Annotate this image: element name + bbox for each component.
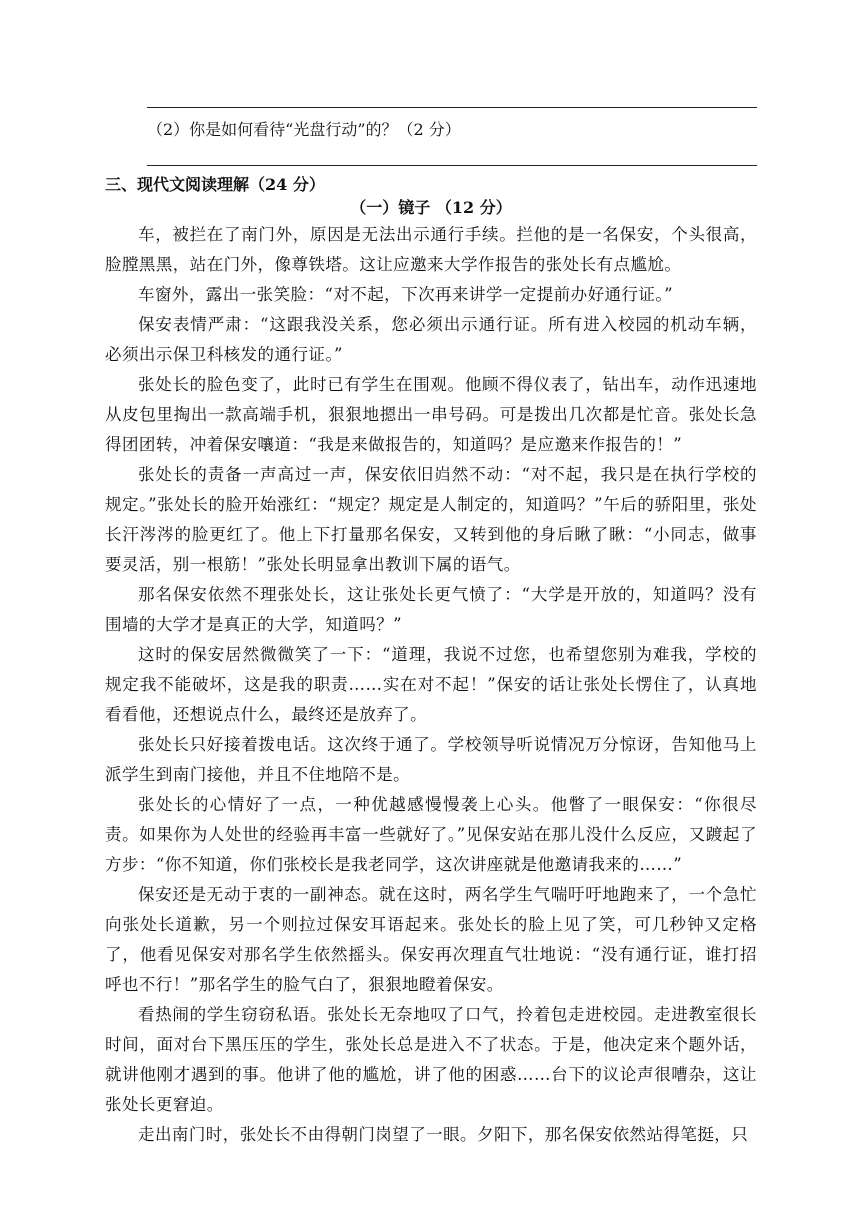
paragraph: 这时的保安居然微微笑了一下：“道理，我说不过您，也希望您别为难我，学校的规定我不能破坏，这是我的职责……实在对不起！”保安的话让张处长愣住了，认真地看看他，还想说点什么，最终还是放弃了。: [105, 645, 757, 724]
article-body: [105, 220, 757, 1150]
question-2: （2）你是如何看待“光盘行动”的？（2 分）: [147, 120, 461, 139]
paragraph: 车，被拦在了南门外，原因是无法出示通行手续。拦他的是一名保安，个头很高，脸膛黑黑，站在门外，像尊铁塔。这让应邀来大学作报告的张处长有点尴尬。: [105, 225, 757, 274]
section-heading: 三、现代文阅读理解（24 分）: [105, 175, 325, 194]
paragraph: 保安还是无动于衷的一副神态。就在这时，两名学生气喘吁吁地跑来了，一个急忙向张处长道歉，另一个则拉过保安耳语起来。张处长的脸上见了笑，可几秒钟又定格了，他看见保安对那名学生依然摇头。保安再次理直气壮地说：“没有通行证，谁打招呼也不行！”那名学生的脸气白了，狠狠地瞪着保安。: [105, 885, 757, 994]
paragraph: 张处长只好接着拨电话。这次终于通了。学校领导听说情况万分惊讶，告知他马上派学生到南门接他，并且不住地陪不是。: [105, 735, 757, 784]
paragraph: 张处长的责备一声高过一声，保安依旧岿然不动：“对不起，我只是在执行学校的规定。”张处长的脸开始涨红：“规定？规定是人制定的，知道吗？”午后的骄阳里，张处长汗涔涔的脸更红了。他上下打量那名保安，又转到他的身后瞅了瞅：“小同志，做事要灵活，别一根筋！”张处长明显拿出教训下属的语气。: [105, 465, 757, 574]
paragraph: 那名保安依然不理张处长，这让张处长更气愤了：“大学是开放的，知道吗？没有围墙的大学才是真正的大学，知道吗？”: [105, 585, 757, 634]
paragraph: 张处长的脸色变了，此时已有学生在围观。他顾不得仪表了，钻出车，动作迅速地从皮包里掏出一款高端手机，狠狠地摁出一串号码。可是拨出几次都是忙音。张处长急得团团转，冲着保安嚷道：“我是来做报告的，知道吗？是应邀来作报告的！”: [105, 375, 757, 454]
answer-line: [147, 165, 757, 166]
paragraph: 张处长的心情好了一点，一种优越感慢慢袭上心头。他瞥了一眼保安：“你很尽责。如果你为人处世的经验再丰富一些就好了。”见保安站在那儿没什么反应，又踱起了方步：“你不知道，你们张校长是我老同学，这次讲座就是他邀请我来的……”: [105, 795, 757, 874]
paragraph: 看热闹的学生窃窃私语。张处长无奈地叹了口气，拎着包走进校园。走进教室很长时间，面对台下黑压压的学生，张处长总是进入不了状态。于是，他决定来个题外话，就讲他刚才遇到的事。他讲了他的尴尬，讲了他的困惑……台下的议论声很嘈杂，这让张处长更窘迫。: [105, 1005, 757, 1114]
paragraph: 走出南门时，张处长不由得朝门岗望了一眼。夕阳下，那名保安依然站得笔挺，只: [138, 1125, 749, 1144]
answer-line: [147, 107, 757, 108]
paragraph: 保安表情严肃：“这跟我没关系，您必须出示通行证。所有进入校园的机动车辆，必须出示保卫科核发的通行证。”: [105, 315, 757, 364]
article-title: （一）镜子 （12 分）: [350, 198, 512, 217]
paragraph: 车窗外，露出一张笑脸：“对不起，下次再来讲学一定提前办好通行证。”: [138, 285, 673, 304]
